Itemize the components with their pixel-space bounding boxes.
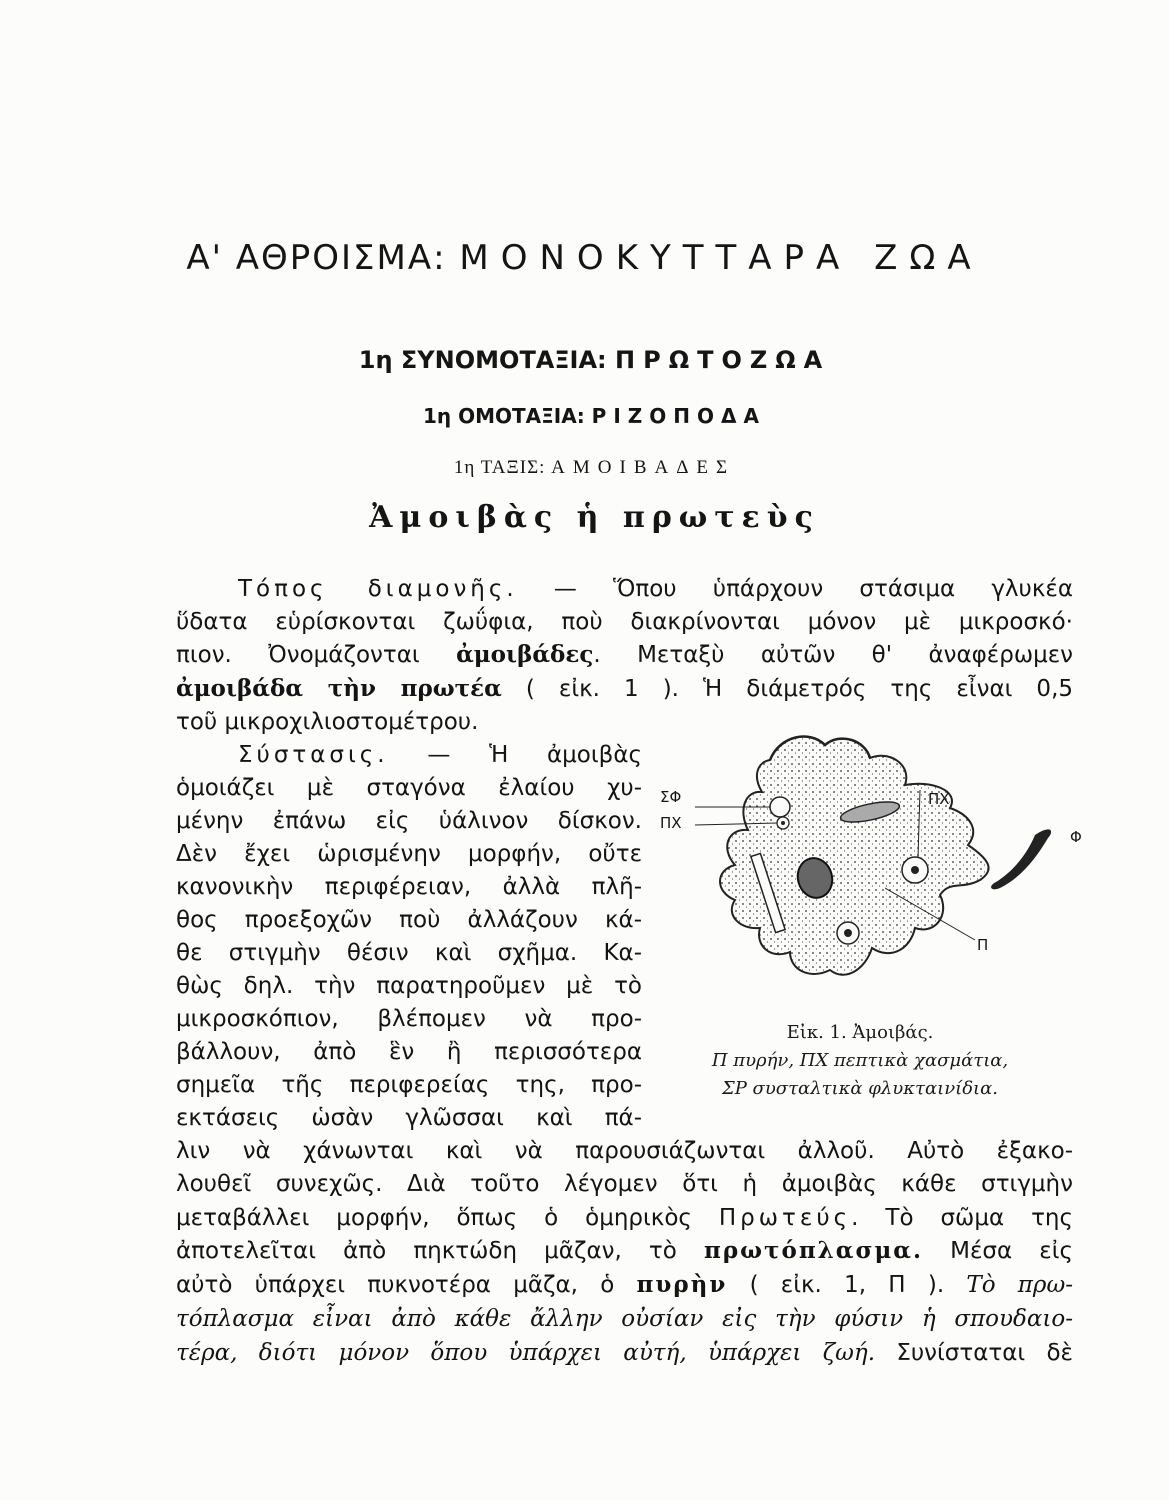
subhead-habitat: Τόπος διαμονῆς.: [238, 576, 518, 602]
phylum-title: ΠΡΩΤΟΖΩΑ: [615, 346, 831, 374]
figure-caption-line-3: ΣΡ συσταλτικὰ φλυκταινίδια.: [722, 1078, 998, 1099]
body-line-8: μένην ἐπάνω εἰς ὑάλινον δίσκον.: [176, 808, 642, 834]
body-text: μεταβάλλει μορφήν, ὅπως ὁ ὁμηρικὸς: [176, 1205, 719, 1231]
body-text: ( εἰκ. 1 ). Ἡ διάμετρός της εἶναι 0,5: [501, 676, 1074, 702]
body-line-12: θε στιγμὴν θέσιν καὶ σχῆμα. Κα-: [176, 940, 642, 966]
body-text: — Ἡ ἀμοιβὰς: [388, 742, 642, 768]
class-prefix: 1η ΟΜΟΤΑΞΙΑ:: [423, 404, 585, 428]
body-line-22: [176, 1270, 1073, 1300]
term-nucleus: πυρὴν: [636, 1271, 728, 1298]
body-line-7: ὁμοιάζει μὲ σταγόνα ἐλαίου χυ-: [176, 775, 642, 801]
figure-caption-title: Εἰκ. 1. Ἀμοιβάς.: [786, 1022, 934, 1043]
flagellate-prey: [991, 829, 1051, 889]
order-heading: [10, 457, 1169, 479]
phylum-heading: [10, 346, 1169, 374]
body-line-18: λιν νὰ χάνωνται καὶ νὰ παρουσιάζωνται ἀλλοῦ. Αὐτὸ ἐξακο-: [176, 1138, 1073, 1164]
body-line-23: τόπλασμα εἶναι ἀπὸ κάθε ἄλλην οὐσίαν εἰς τὴν φύσιν ἡ σπουδαιο-: [176, 1306, 1073, 1332]
body-text: αὐτὸ ὑπάρχει πυκνοτέρα μᾶζα, ὁ: [176, 1272, 637, 1298]
body-line-3: [176, 640, 1073, 670]
body-line-6: [176, 740, 642, 770]
body-line-2: ὕδατα εὑρίσκονται ζωΰφια, ποὺ διακρίνονται μόνον μὲ μικροσκό·: [176, 609, 1073, 635]
body-line-17: εκτάσεις ὡσὰν γλῶσσαι καὶ πά-: [176, 1105, 642, 1131]
body-line-9: Δὲν ἔχει ὡρισμένην μορφήν, οὔτε: [176, 841, 642, 867]
contractile-vacuole: [770, 797, 790, 817]
body-line-21: [176, 1236, 1073, 1266]
body-text: Συνίσταται δὲ: [875, 1340, 1073, 1366]
class-title: ΡΙΖΟΠΟΔΑ: [591, 404, 766, 428]
body-text: — Ὅπου ὑπάρχουν στάσιμα γλυκέα: [517, 576, 1073, 602]
body-text: πιον. Ὀνομάζονται: [176, 642, 457, 668]
species-heading: Ἀμοιβὰς ἡ πρωτεὺς: [369, 500, 820, 535]
body-line-24: [176, 1338, 1073, 1368]
body-line-19: λουθεῖ συνεχῶς. Διὰ τοῦτο λέγομεν ὅτι ἡ ἀμοιβὰς κάθε στιγμὴν: [176, 1171, 1073, 1197]
body-line-5: τοῦ μικροχιλιοστομέτρου.: [176, 709, 479, 735]
phylum-prefix: 1η ΣΥΝΟΜΟΤΑΞΙΑ:: [358, 346, 607, 374]
body-text: . Μεταξὺ αὐτῶν θ' ἀναφέρωμεν: [593, 642, 1073, 668]
body-line-10: κανονικὴν περιφέρειαν, ἀλλὰ πλῆ-: [176, 874, 642, 900]
section-heading: [0, 238, 1169, 278]
amoeba-illustration: [650, 720, 1090, 1010]
body-line-14: μικροσκόπιον, βλέπομεν νὰ προ-: [176, 1006, 642, 1032]
body-line-16: σημεῖα τῆς περιφερείας της, προ-: [176, 1072, 642, 1098]
order-prefix: 1η ΤΑΞΙΣ:: [453, 457, 546, 478]
name-proteus: Πρωτεύς: [718, 1205, 852, 1231]
section-prefix: Α' ΑΘΡΟΙΣΜΑ:: [186, 238, 447, 278]
term-amoebae: ἀμοιβάδες: [456, 641, 594, 668]
italic-text: τέρα, διότι μόνον ὅπου ὑπάρχει αὐτή, ὑπάρχει ζωή.: [176, 1340, 876, 1366]
italic-text: Τὸ πρω-: [966, 1272, 1073, 1298]
figure-caption-line-2: Π πυρήν, ΠΧ πεπτικὰ χασμάτια,: [711, 1050, 1009, 1071]
label-phi: Φ: [1070, 828, 1082, 846]
body-line-11: θος προεξοχῶν ποὺ ἀλλάζουν κά-: [176, 907, 642, 933]
body-line-4: [176, 674, 1073, 704]
order-title: ΑΜΟΙΒΑΔΕΣ: [551, 457, 736, 478]
body-text: Μέσα εἰς: [923, 1238, 1073, 1264]
label-px-right: ΠΧ: [928, 790, 950, 808]
label-sf: ΣΦ: [660, 788, 682, 806]
body-text: ( εἰκ. 1, Π ).: [727, 1272, 967, 1298]
body-text: . Τὸ σῶμα της: [851, 1205, 1073, 1231]
body-line-1: [176, 574, 1073, 604]
class-heading: [10, 404, 1169, 428]
body-text: ἀποτελεῖται ἀπὸ πηκτώδη μᾶζαν, τὸ: [176, 1238, 704, 1264]
term-amoeba-proteus: ἀμοιβάδα τὴν πρωτέα: [176, 675, 502, 702]
body-line-15: βάλλουν, ἀπὸ ἓν ἢ περισσότερα: [176, 1039, 642, 1065]
subhead-composition: Σύστασις.: [238, 742, 389, 768]
label-px-left: ΠΧ: [660, 814, 682, 832]
label-p: Π: [977, 936, 989, 954]
body-line-20: [176, 1203, 1073, 1233]
section-title: ΜΟΝΟΚΥΤΤΑΡΑ ΖΩΑ: [459, 238, 983, 278]
body-line-13: θὼς δηλ. τὴν παρατηροῦμεν μὲ τὸ: [176, 973, 642, 999]
term-protoplasm: πρωτόπλασμα.: [703, 1237, 923, 1264]
